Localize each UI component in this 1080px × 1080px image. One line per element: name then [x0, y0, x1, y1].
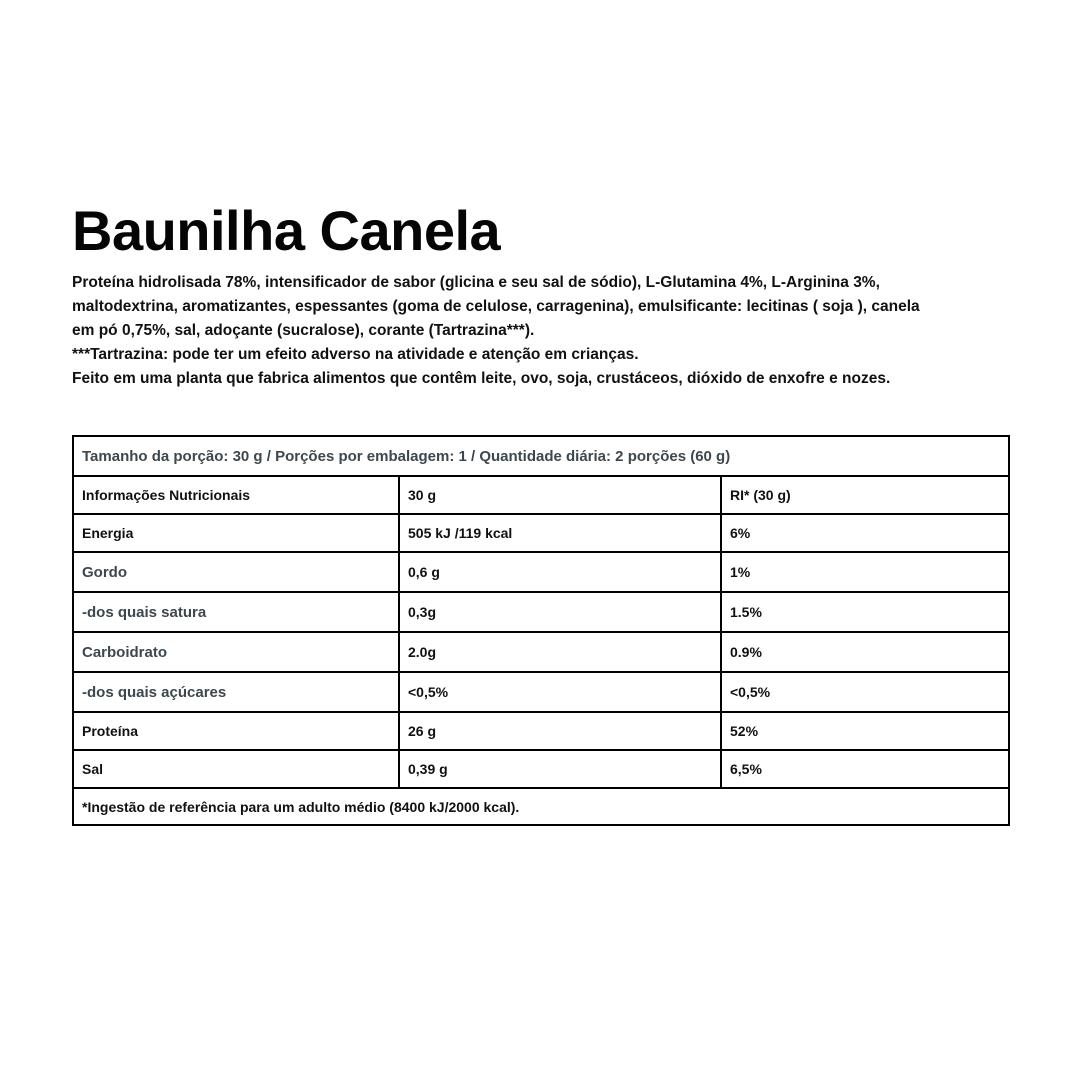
reference-intake-footnote: *Ingestão de referência para um adulto médio (8400 kJ/2000 kcal).: [73, 788, 1009, 825]
table-row: [73, 592, 1009, 632]
ingredients-line-2: maltodextrina, aromatizantes, espessantes (goma de celulose, carragenina), emulsificante: lecitinas ( soja ), canela: [72, 298, 920, 315]
table-row: [73, 750, 1009, 788]
table-row: [73, 632, 1009, 672]
nutrient-amount: 0,3g: [399, 592, 721, 632]
nutrient-ri: 6%: [721, 514, 1009, 552]
nutrient-amount: 0,39 g: [399, 750, 721, 788]
nutrient-label: Proteína: [73, 712, 399, 750]
header-label: Informações Nutricionais: [73, 476, 399, 514]
nutrient-label: Carboidrato: [73, 632, 399, 672]
product-title: Baunilha Canela: [72, 199, 501, 262]
nutrient-ri: <0,5%: [721, 672, 1009, 712]
nutrient-amount: 26 g: [399, 712, 721, 750]
serving-info: Tamanho da porção: 30 g / Porções por embalagem: 1 / Quantidade diária: 2 porções (60 g): [73, 436, 1009, 476]
nutrient-ri: 6,5%: [721, 750, 1009, 788]
allergen-notice: Feito em uma planta que fabrica alimentos que contêm leite, ovo, soja, crustáceos, dióxido de enxofre e nozes.: [72, 370, 891, 387]
nutrient-ri: 1%: [721, 552, 1009, 592]
nutrient-label: -dos quais açúcares: [73, 672, 399, 712]
table-row: [73, 514, 1009, 552]
table-row: [73, 672, 1009, 712]
header-ri: RI* (30 g): [721, 476, 1009, 514]
nutrient-amount: 0,6 g: [399, 552, 721, 592]
nutrient-ri: 0.9%: [721, 632, 1009, 672]
nutrient-label: -dos quais satura: [73, 592, 399, 632]
tartrazine-warning: ***Tartrazina: pode ter um efeito adverso na atividade e atenção em crianças.: [72, 346, 639, 363]
nutrient-amount: 505 kJ /119 kcal: [399, 514, 721, 552]
table-header-row: [73, 476, 1009, 514]
serving-info-row: [73, 436, 1009, 476]
nutrient-label: Energia: [73, 514, 399, 552]
nutrient-ri: 1.5%: [721, 592, 1009, 632]
nutrient-amount: <0,5%: [399, 672, 721, 712]
header-per-serving: 30 g: [399, 476, 721, 514]
ingredients-line-3: em pó 0,75%, sal, adoçante (sucralose), corante (Tartrazina***).: [72, 322, 535, 339]
nutrient-label: Sal: [73, 750, 399, 788]
nutrient-ri: 52%: [721, 712, 1009, 750]
ingredients-line-1: Proteína hidrolisada 78%, intensificador de sabor (glicina e seu sal de sódio), L-Glutamina 4%, L-Arginina 3%,: [72, 274, 880, 291]
nutrient-label: Gordo: [73, 552, 399, 592]
footnote-row: [73, 788, 1009, 825]
ingredients-block: [72, 271, 1008, 391]
table-row: [73, 712, 1009, 750]
table-row: [73, 552, 1009, 592]
nutrition-table: [72, 435, 1010, 826]
nutrient-amount: 2.0g: [399, 632, 721, 672]
